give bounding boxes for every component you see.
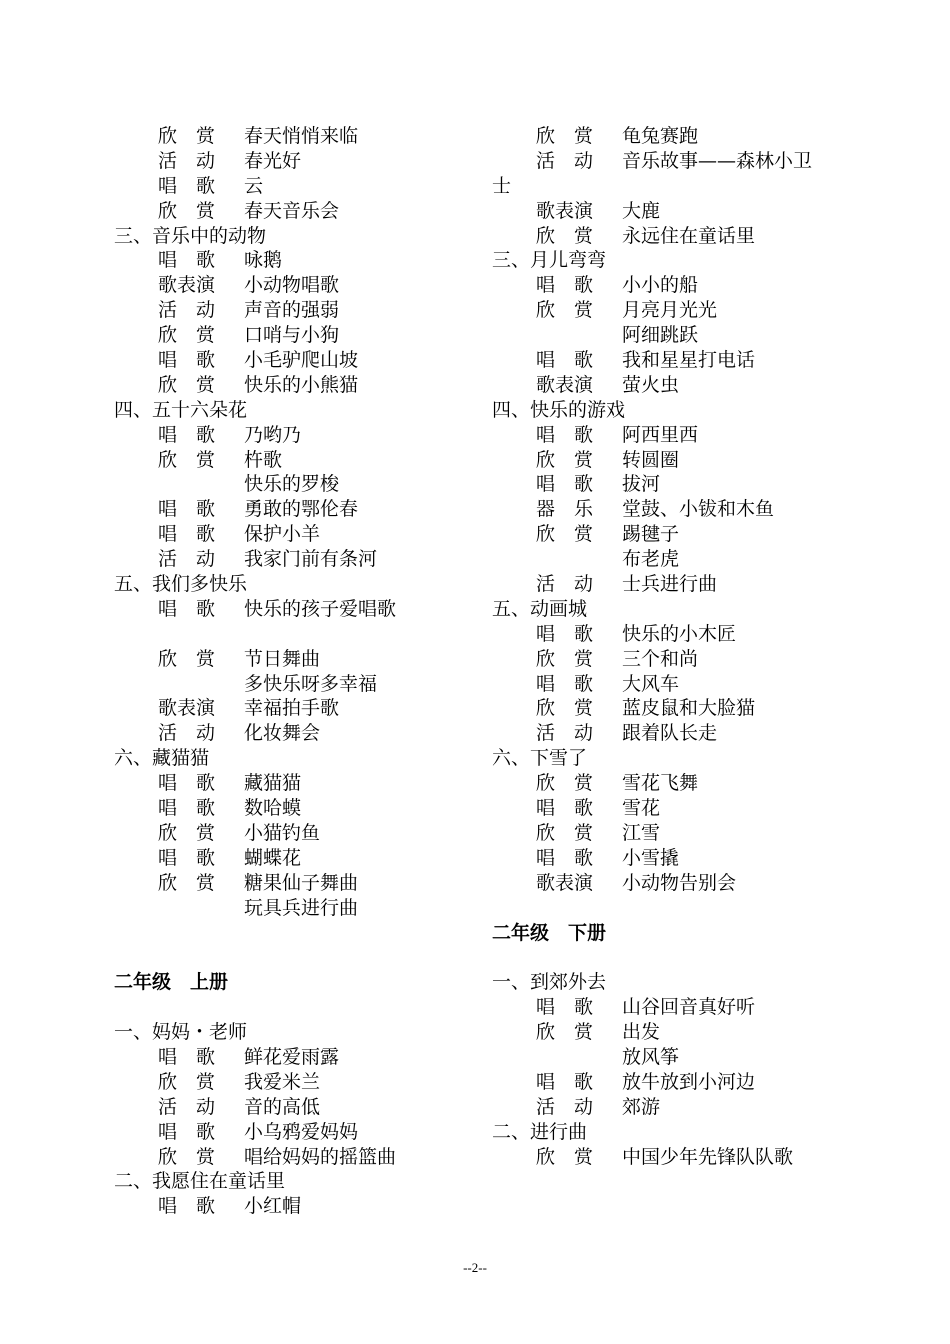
song-title: 雪花: [622, 797, 661, 820]
song-title: 我和星星打电话: [622, 349, 756, 372]
unit-title: [114, 1020, 494, 1045]
activity-type: 歌表演: [536, 871, 594, 894]
lesson-item: [492, 373, 872, 398]
wrapped-text: 士: [492, 174, 512, 197]
lesson-item: [114, 846, 494, 871]
wrapped-line: [492, 174, 872, 199]
left-column: [114, 124, 494, 1219]
activity-type: 唱 歌: [536, 797, 594, 820]
song-title: 龟兔赛跑: [622, 125, 699, 147]
song-title: 江雪: [622, 821, 661, 844]
song-title: 口哨与小狗: [244, 324, 340, 347]
lesson-item: [492, 323, 872, 348]
song-title: 春天音乐会: [244, 199, 340, 222]
song-title: 快乐的小木匠: [622, 622, 737, 645]
spacer: [492, 945, 872, 970]
activity-type: 欣 赏: [158, 324, 216, 347]
unit-title: [492, 746, 872, 771]
right-column: [492, 124, 872, 1169]
lesson-item: [492, 672, 872, 697]
song-title: 快乐的小熊猫: [244, 373, 359, 396]
activity-type: 唱 歌: [536, 423, 594, 446]
song-title: 放牛放到小河边: [622, 1070, 756, 1093]
unit-title-text: 三、月儿弯弯: [492, 249, 607, 272]
activity-type: 唱 歌: [536, 846, 594, 869]
lesson-item: [492, 1070, 872, 1095]
song-title: 永远住在童话里: [622, 224, 756, 247]
song-title: 我爱米兰: [244, 1070, 321, 1093]
lesson-item: [492, 522, 872, 547]
song-title: 幸福拍手歌: [244, 697, 340, 720]
lesson-item: [492, 622, 872, 647]
activity-type: 歌表演: [536, 373, 594, 396]
lesson-item: [492, 273, 872, 298]
lesson-item: [114, 124, 494, 149]
activity-type: 活 动: [158, 722, 216, 745]
song-title: 乃哟乃: [244, 423, 302, 446]
activity-type: 欣 赏: [158, 1070, 216, 1093]
unit-title-text: 二、进行曲: [492, 1120, 588, 1143]
activity-type: 欣 赏: [536, 448, 594, 471]
activity-type: 唱 歌: [158, 597, 216, 620]
song-title: 中国少年先锋队队歌: [622, 1145, 794, 1168]
activity-type: 唱 歌: [536, 349, 594, 372]
unit-title-text: 二、我愿住在童话里: [114, 1170, 286, 1193]
lesson-item: [114, 298, 494, 323]
activity-type: 欣 赏: [158, 125, 216, 147]
lesson-item: [114, 522, 494, 547]
song-title: 春天悄悄来临: [244, 125, 359, 147]
lesson-item: [492, 721, 872, 746]
activity-type: 活 动: [158, 1095, 216, 1118]
song-title: 拔河: [622, 473, 661, 496]
unit-title: [114, 224, 494, 249]
lesson-item: [114, 896, 494, 921]
lesson-item: [114, 174, 494, 199]
lesson-item: [492, 199, 872, 224]
spacer: [492, 896, 872, 921]
lesson-item: [492, 871, 872, 896]
activity-type: 唱 歌: [158, 349, 216, 372]
unit-title: [492, 248, 872, 273]
song-title: 鲜花爱雨露: [244, 1045, 340, 1068]
song-title: 音的高低: [244, 1095, 321, 1118]
lesson-item: [492, 497, 872, 522]
lesson-item: [114, 721, 494, 746]
lesson-item: [492, 1095, 872, 1120]
lesson-item: [492, 796, 872, 821]
song-title: 云: [244, 174, 264, 197]
grade-heading: 二年级 上册: [114, 971, 229, 994]
song-title: 三个和尚: [622, 647, 699, 670]
activity-type: 活 动: [536, 149, 594, 172]
lesson-item: [492, 149, 872, 174]
lesson-item: [492, 1045, 872, 1070]
unit-title: [114, 572, 494, 597]
lesson-item: [114, 1045, 494, 1070]
lesson-item: [492, 1145, 872, 1170]
lesson-item: [114, 821, 494, 846]
song-title: 快乐的罗梭: [244, 473, 340, 496]
activity-type: 活 动: [536, 1095, 594, 1118]
lesson-item: [114, 323, 494, 348]
lesson-item: [114, 1194, 494, 1219]
song-title: 跟着队长走: [622, 722, 718, 745]
page-number: --2--: [463, 1260, 487, 1275]
song-title: 节日舞曲: [244, 647, 321, 670]
song-title: 藏猫猫: [244, 772, 302, 795]
lesson-item: [114, 273, 494, 298]
lesson-item: [114, 796, 494, 821]
activity-type: 欣 赏: [536, 1145, 594, 1168]
lesson-item: [492, 846, 872, 871]
activity-type: 唱 歌: [536, 996, 594, 1019]
activity-type: 欣 赏: [536, 125, 594, 147]
song-title: 转圆圈: [622, 448, 680, 471]
song-title: 小乌鸦爱妈妈: [244, 1120, 359, 1143]
activity-type: 欣 赏: [158, 373, 216, 396]
unit-title: [492, 970, 872, 995]
unit-title-text: 六、下雪了: [492, 747, 588, 770]
song-title: 小红帽: [244, 1195, 302, 1218]
activity-type: 唱 歌: [158, 423, 216, 446]
activity-type: 欣 赏: [536, 224, 594, 247]
lesson-item: [492, 224, 872, 249]
grade-heading: 二年级 下册: [492, 921, 607, 944]
song-title: 音乐故事——森林小卫: [622, 149, 813, 172]
lesson-item: [114, 248, 494, 273]
activity-type: 唱 歌: [536, 274, 594, 297]
activity-type: 欣 赏: [536, 1021, 594, 1044]
unit-title: [492, 398, 872, 423]
song-title: 小小的船: [622, 274, 699, 297]
activity-type: 歌表演: [158, 274, 216, 297]
song-title: 勇敢的鄂伦春: [244, 498, 359, 521]
song-title: 踢毽子: [622, 523, 680, 546]
lesson-item: [492, 472, 872, 497]
song-title: 保护小羊: [244, 523, 321, 546]
activity-type: 欣 赏: [536, 523, 594, 546]
unit-title-text: 五、动画城: [492, 597, 588, 620]
activity-type: 唱 歌: [536, 622, 594, 645]
lesson-item: [492, 423, 872, 448]
activity-type: 唱 歌: [158, 846, 216, 869]
activity-type: 活 动: [158, 548, 216, 571]
activity-type: 欣 赏: [158, 647, 216, 670]
activity-type: 唱 歌: [158, 1120, 216, 1143]
lesson-item: [114, 547, 494, 572]
spacer: [114, 995, 494, 1020]
lesson-item: [492, 771, 872, 796]
lesson-item: [492, 547, 872, 572]
lesson-item: [492, 647, 872, 672]
activity-type: 欣 赏: [536, 821, 594, 844]
song-title: 大鹿: [622, 199, 661, 222]
unit-title-text: 一、到郊外去: [492, 971, 607, 994]
activity-type: 欣 赏: [536, 772, 594, 795]
activity-type: 欣 赏: [158, 821, 216, 844]
lesson-item: [492, 1020, 872, 1045]
song-title: 堂鼓、小钹和木鱼: [622, 498, 775, 521]
lesson-item: [492, 572, 872, 597]
lesson-item: [114, 448, 494, 473]
lesson-item: [492, 298, 872, 323]
song-title: 小动物唱歌: [244, 274, 340, 297]
song-title: 唱给妈妈的摇篮曲: [244, 1145, 397, 1168]
song-title: 出发: [622, 1021, 661, 1044]
activity-type: 唱 歌: [536, 1070, 594, 1093]
lesson-item: [114, 672, 494, 697]
activity-type: 欣 赏: [158, 1145, 216, 1168]
lesson-item: [114, 199, 494, 224]
lesson-item: [114, 647, 494, 672]
song-title: 杵歌: [244, 448, 283, 471]
activity-type: 唱 歌: [158, 1045, 216, 1068]
song-title: 我家门前有条河: [244, 548, 378, 571]
song-title: 蓝皮鼠和大脸猫: [622, 697, 756, 720]
unit-title-text: 五、我们多快乐: [114, 573, 248, 596]
activity-type: 欣 赏: [158, 871, 216, 894]
unit-title-text: 六、藏猫猫: [114, 747, 210, 770]
activity-type: 歌表演: [536, 199, 594, 222]
lesson-item: [114, 348, 494, 373]
activity-type: 唱 歌: [536, 672, 594, 695]
lesson-item: [492, 448, 872, 473]
activity-type: 欣 赏: [536, 697, 594, 720]
activity-type: 唱 歌: [158, 249, 216, 272]
song-title: 小雪撬: [622, 846, 680, 869]
song-title: 多快乐呀多幸福: [244, 672, 378, 695]
lesson-item: [114, 373, 494, 398]
song-title: 阿西里西: [622, 423, 699, 446]
song-title: 小猫钓鱼: [244, 821, 321, 844]
lesson-item: [114, 149, 494, 174]
activity-type: 唱 歌: [158, 498, 216, 521]
song-title: 糖果仙子舞曲: [244, 871, 359, 894]
song-title: 阿细跳跃: [622, 324, 699, 347]
lesson-item: [492, 821, 872, 846]
activity-type: 唱 歌: [158, 1195, 216, 1218]
lesson-item: [114, 597, 494, 622]
song-title: 布老虎: [622, 548, 680, 571]
song-title: 士兵进行曲: [622, 573, 718, 596]
unit-title-text: 一、妈妈・老师: [114, 1021, 248, 1044]
activity-type: 唱 歌: [158, 523, 216, 546]
activity-type: 歌表演: [158, 697, 216, 720]
lesson-item: [114, 696, 494, 721]
activity-type: 活 动: [158, 149, 216, 172]
song-title: 萤火虫: [622, 373, 680, 396]
song-title: 大风车: [622, 672, 680, 695]
lesson-item: [114, 423, 494, 448]
lesson-item: [114, 1095, 494, 1120]
activity-type: 器 乐: [536, 498, 594, 521]
lesson-item: [492, 348, 872, 373]
activity-type: 唱 歌: [158, 174, 216, 197]
unit-title-text: 四、五十六朵花: [114, 398, 248, 421]
song-title: 月亮月光光: [622, 299, 718, 322]
song-title: 小毛驴爬山坡: [244, 349, 359, 372]
song-title: 快乐的孩子爱唱歌: [244, 597, 397, 620]
lesson-item: [114, 497, 494, 522]
lesson-item: [492, 995, 872, 1020]
activity-type: 欣 赏: [536, 647, 594, 670]
lesson-item: [114, 1120, 494, 1145]
song-title: 小动物告别会: [622, 871, 737, 894]
lesson-item: [492, 696, 872, 721]
song-title: 化妆舞会: [244, 722, 321, 745]
activity-type: 欣 赏: [536, 299, 594, 322]
unit-title: [114, 746, 494, 771]
lesson-item: [114, 472, 494, 497]
unit-title: [492, 1120, 872, 1145]
lesson-item: [114, 771, 494, 796]
unit-title-text: 四、快乐的游戏: [492, 398, 626, 421]
song-title: 声音的强弱: [244, 299, 340, 322]
song-title: 玩具兵进行曲: [244, 896, 359, 919]
activity-type: 欣 赏: [158, 199, 216, 222]
song-title: 放风筝: [622, 1045, 680, 1068]
activity-type: 活 动: [536, 722, 594, 745]
lesson-item: [492, 124, 872, 149]
unit-title-text: 三、音乐中的动物: [114, 224, 267, 247]
activity-type: 唱 歌: [158, 772, 216, 795]
activity-type: 唱 歌: [536, 473, 594, 496]
activity-type: 唱 歌: [158, 797, 216, 820]
unit-title: [114, 1169, 494, 1194]
spacer: [114, 921, 494, 971]
song-title: 蝴蝶花: [244, 846, 302, 869]
song-title: 咏鹅: [244, 249, 283, 272]
song-title: 山谷回音真好听: [622, 996, 756, 1019]
activity-type: 活 动: [536, 573, 594, 596]
unit-title: [492, 597, 872, 622]
activity-type: 活 动: [158, 299, 216, 322]
unit-title: [114, 398, 494, 423]
song-title: 春光好: [244, 149, 302, 172]
activity-type: 欣 赏: [158, 448, 216, 471]
song-title: 雪花飞舞: [622, 772, 699, 795]
lesson-item: [114, 1070, 494, 1095]
lesson-item: [114, 871, 494, 896]
song-title: 郊游: [622, 1095, 661, 1118]
lesson-item: [114, 1145, 494, 1170]
spacer: [114, 622, 494, 647]
song-title: 数哈蟆: [244, 797, 302, 820]
